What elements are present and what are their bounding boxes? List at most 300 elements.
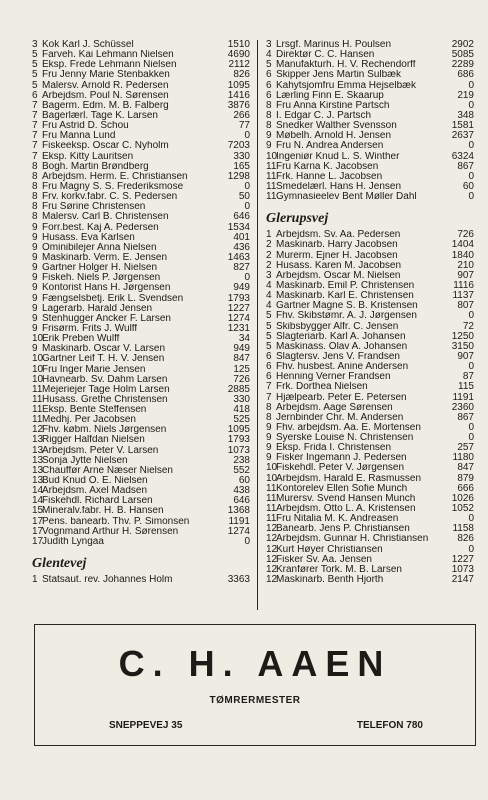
directory-entry <box>32 81 250 91</box>
entry-number: 11 <box>266 171 277 182</box>
entry-value: 165 <box>233 161 250 172</box>
entry-number: 9 <box>266 141 272 152</box>
directory-entry <box>266 131 474 141</box>
entry-name: Fru Sørine Christensen <box>42 202 146 213</box>
entry-value: 907 <box>457 351 474 362</box>
directory-entry <box>266 81 474 91</box>
directory-entry <box>266 332 474 342</box>
entry-number: 8 <box>266 100 272 111</box>
directory-entry <box>32 40 250 50</box>
directory-entry <box>266 240 474 250</box>
entry-name: Vognmand Arthur H. Sørensen <box>42 526 179 537</box>
directory-entry <box>266 121 474 131</box>
entry-value: 1581 <box>451 121 474 132</box>
directory-entry <box>32 263 250 273</box>
entry-number: 10 <box>266 463 278 474</box>
entry-value: 3363 <box>227 575 250 586</box>
directory-entry <box>32 60 250 70</box>
entry-number: 8 <box>32 202 38 213</box>
entry-name: Kontorist Hans H. Jørgensen <box>42 283 171 294</box>
entry-number: 9 <box>32 242 38 253</box>
entry-value: 1026 <box>451 493 474 504</box>
directory-entry <box>32 283 250 293</box>
directory-entry <box>32 537 250 547</box>
entry-number: 2 <box>266 260 272 271</box>
entry-name: Ingeniør Knud L. S. Winther <box>276 151 400 162</box>
entry-name: Fru Manna Lund <box>42 131 116 142</box>
entry-name: Arbejdsm. Gunnar H. Christiansen <box>276 534 429 545</box>
entry-value: 666 <box>457 483 474 494</box>
entry-number: 6 <box>266 70 272 81</box>
directory-entry <box>32 70 250 80</box>
entry-number: 5 <box>266 331 272 342</box>
directory-entry <box>266 192 474 202</box>
entry-name: Arbejdsm. Herm. E. Christiansen <box>42 171 188 182</box>
entry-number: 6 <box>266 80 272 91</box>
entry-value: 0 <box>244 536 250 547</box>
entry-name: Judith Lyngaa <box>42 536 104 547</box>
entry-value: 1191 <box>228 516 250 527</box>
entry-number: 1 <box>32 575 38 586</box>
entry-name: Bogh. Martin Brøndberg <box>42 161 149 172</box>
directory-entry <box>266 382 474 392</box>
directory-entry <box>32 446 250 456</box>
directory-entry <box>266 271 474 281</box>
directory-entry <box>32 294 250 304</box>
entry-number: 12 <box>266 575 278 586</box>
directory-entry <box>32 466 250 476</box>
entry-name: Fru Jenny Marie Stenbakken <box>42 70 170 81</box>
directory-entry <box>266 534 474 544</box>
entry-name: Gartner Leif T. H. V. Jensen <box>42 354 165 365</box>
entry-value: 7203 <box>227 141 250 152</box>
entry-value: 238 <box>233 455 250 466</box>
ad-subtitle: TØMRERMESTER <box>209 695 301 706</box>
directory-entry <box>32 121 250 131</box>
entry-name: Murerm. Ejner H. Jacobsen <box>276 250 398 261</box>
directory-entry <box>266 251 474 261</box>
entry-value: 552 <box>233 465 250 476</box>
entry-value: 2360 <box>451 402 474 413</box>
directory-entry <box>266 352 474 362</box>
entry-number: 10 <box>32 364 44 375</box>
entry-number: 11 <box>266 483 277 494</box>
entry-number: 8 <box>266 110 272 121</box>
entry-name: Bud Knud O. E. Nielsen <box>42 476 148 487</box>
directory-entry <box>32 344 250 354</box>
entry-number: 6 <box>266 362 272 373</box>
entry-number: 11 <box>266 493 277 504</box>
entry-name: Fru Nitalia M. K. Andreasen <box>276 514 399 525</box>
entry-name: Eksp. Frida I. Christensen <box>276 443 392 454</box>
entry-value: 726 <box>233 374 250 385</box>
directory-entry <box>32 496 250 506</box>
entry-name: Frisørm. Frits J. Wulff <box>42 323 138 334</box>
entry-value: 867 <box>457 161 474 172</box>
entry-value: 0 <box>468 100 474 111</box>
entry-number: 12 <box>266 524 278 535</box>
entry-number: 10 <box>32 354 44 365</box>
directory-entry <box>32 517 250 527</box>
entry-value: 2637 <box>451 131 474 142</box>
entry-value: 418 <box>233 405 250 416</box>
entry-name: Jernbinder Chr. M. Andersen <box>276 412 404 423</box>
entry-value: 34 <box>238 334 250 345</box>
directory-entry <box>266 162 474 172</box>
entry-name: Kranfører Tork. M. B. Larsen <box>276 564 402 575</box>
entry-name: Rigger Halfdan Nielsen <box>42 435 145 446</box>
entry-value: 115 <box>458 382 474 393</box>
entry-name: Maskinarb. Verm. E. Jensen <box>42 252 168 263</box>
entry-name: Maskinarb. Emil P. Christensen <box>276 280 415 291</box>
entry-name: Stenhugger Ancker F. Larsen <box>42 313 171 324</box>
directory-entry <box>32 486 250 496</box>
directory-entry <box>32 575 250 585</box>
entry-name: Farveh. Kai Lehmann Nielsen <box>42 50 174 61</box>
entry-name: Arbejdsm. Poul N. Sørensen <box>42 90 169 101</box>
directory-entry <box>266 50 474 60</box>
directory-entry <box>266 70 474 80</box>
entry-name: Malersv. Arnold R. Pedersen <box>42 80 169 91</box>
entry-name: Gymnasieelev Bent Møller Dahl <box>276 192 417 203</box>
entry-number: 13 <box>32 435 44 446</box>
directory-entry <box>32 50 250 60</box>
entry-value: 0 <box>468 171 474 182</box>
entry-number: 9 <box>32 232 38 243</box>
entry-name: Møbelh. Arnold H. Jensen <box>276 131 392 142</box>
entry-number: 9 <box>32 222 38 233</box>
directory-entry <box>32 91 250 101</box>
entry-value: 60 <box>462 181 474 192</box>
entry-name: Arbejdsm. Harald E. Rasmussen <box>276 473 422 484</box>
entry-name: Arbejdsm. Otto L. A. Kristensen <box>276 504 416 515</box>
entry-number: 9 <box>32 252 38 263</box>
entry-name: Smedelærl. Hans H. Jensen <box>276 181 402 192</box>
entry-value: 1368 <box>227 506 250 517</box>
entry-value: 50 <box>238 192 250 203</box>
directory-entry <box>266 433 474 443</box>
entry-number: 7 <box>266 382 272 393</box>
entry-number: 12 <box>266 544 278 555</box>
left-column <box>32 40 250 585</box>
directory-entry <box>266 393 474 403</box>
entry-name: Arbejdsm. Peter V. Larsen <box>42 445 159 456</box>
entry-number: 3 <box>32 40 38 50</box>
entry-value: 0 <box>468 362 474 373</box>
entry-number: 8 <box>32 192 38 203</box>
entry-name: Statsaut. rev. Johannes Holm <box>42 575 173 586</box>
directory-entry <box>266 565 474 575</box>
directory-entry <box>32 314 250 324</box>
entry-value: 847 <box>457 463 474 474</box>
entry-name: Fru Inger Marie Jensen <box>42 364 146 375</box>
entry-number: 17 <box>32 536 44 547</box>
entry-value: 4690 <box>227 50 250 61</box>
entry-value: 1534 <box>227 222 250 233</box>
directory-entry <box>266 443 474 453</box>
entry-value: 826 <box>457 534 474 545</box>
entry-number: 10 <box>266 473 278 484</box>
entry-number: 11 <box>266 504 277 515</box>
entry-number: 3 <box>266 40 272 50</box>
entry-value: 0 <box>468 141 474 152</box>
directory-entry <box>266 494 474 504</box>
entry-value: 2902 <box>451 40 474 50</box>
entry-value: 525 <box>233 415 250 426</box>
entry-value: 0 <box>244 273 250 284</box>
entry-number: 8 <box>266 402 272 413</box>
directory-entry <box>32 415 250 425</box>
directory-entry <box>32 405 250 415</box>
entry-number: 7 <box>32 121 38 132</box>
entry-value: 2885 <box>227 384 250 395</box>
entry-number: 8 <box>266 412 272 423</box>
entry-number: 11 <box>32 405 43 416</box>
entry-number: 8 <box>32 171 38 182</box>
entry-name: Lrsgf. Marinus H. Poulsen <box>276 40 392 50</box>
entry-value: 3876 <box>227 100 250 111</box>
entry-name: Hjælpearb. Peter E. Petersen <box>276 392 407 403</box>
entry-value: 0 <box>468 514 474 525</box>
entry-name: I. Edgar C. J. Partsch <box>276 110 372 121</box>
entry-number: 5 <box>266 311 272 322</box>
entry-value: 726 <box>457 230 474 241</box>
entry-number: 4 <box>266 291 272 302</box>
entry-value: 266 <box>233 110 250 121</box>
entry-name: Fisker Sv. Aa. Jensen <box>276 554 372 565</box>
entry-name: Fru Magny S. S. Frederiksmose <box>42 181 184 192</box>
directory-entry <box>32 172 250 182</box>
entry-value: 401 <box>233 232 250 243</box>
entry-value: 1510 <box>227 40 250 50</box>
entry-number: 2 <box>266 240 272 251</box>
ad-address: SNEPPEVEJ 35 <box>109 720 183 731</box>
entry-value: 2147 <box>451 575 474 586</box>
entry-name: Husass. Eva Karlsen <box>42 232 135 243</box>
entry-name: Pens. banearb. Thv. P. Simonsen <box>42 516 190 527</box>
entry-name: Havnearb. Sv. Dahm Larsen <box>42 374 168 385</box>
ad-title: C. H. AAEN <box>118 643 392 684</box>
entry-number: 11 <box>32 415 43 426</box>
entry-number: 11 <box>266 514 277 525</box>
entry-number: 11 <box>32 394 43 405</box>
entry-value: 1116 <box>453 280 474 291</box>
directory-entry <box>32 365 250 375</box>
entry-value: 0 <box>244 131 250 142</box>
entry-value: 0 <box>468 311 474 322</box>
ad-phone: TELEFON 780 <box>356 720 423 731</box>
entry-number: 9 <box>32 323 38 334</box>
entry-value: 949 <box>233 283 250 294</box>
entry-number: 12 <box>32 425 44 436</box>
directory-entry <box>266 301 474 311</box>
entry-number: 13 <box>32 465 44 476</box>
entry-number: 7 <box>32 100 38 111</box>
entry-name: Fisker Ingemann J. Pedersen <box>276 453 407 464</box>
entry-number: 9 <box>32 313 38 324</box>
directory-entry <box>266 230 474 240</box>
entry-number: 7 <box>266 392 272 403</box>
directory-entry <box>32 527 250 537</box>
directory-entry <box>266 291 474 301</box>
directory-entry <box>266 60 474 70</box>
entry-number: 11 <box>266 192 277 203</box>
entry-number: 13 <box>32 445 44 456</box>
directory-entry <box>266 101 474 111</box>
entry-number: 9 <box>266 131 272 142</box>
entry-name: Arbejdsm. Oscar M. Nielsen <box>276 270 401 281</box>
entry-number: 8 <box>32 161 38 172</box>
entry-value: 436 <box>233 242 250 253</box>
entry-name: Fru Anna Kirstine Partsch <box>276 100 390 111</box>
entry-value: 1180 <box>452 453 474 464</box>
entry-name: Syerske Louise N. Christensen <box>276 433 414 444</box>
entry-name: Eksp. Frede Lehmann Nielsen <box>42 60 177 71</box>
directory-entry <box>266 545 474 555</box>
entry-number: 13 <box>32 455 44 466</box>
entry-number: 11 <box>266 161 277 172</box>
directory-entry <box>32 385 250 395</box>
entry-value: 60 <box>238 476 250 487</box>
entry-value: 1404 <box>451 240 474 251</box>
entry-number: 10 <box>266 151 278 162</box>
directory-entry <box>32 395 250 405</box>
entry-name: Medhj. Per Jacobsen <box>42 415 136 426</box>
entry-name: Henning Verner Frandsen <box>276 372 391 383</box>
entry-value: 0 <box>244 202 250 213</box>
directory-entry <box>266 261 474 271</box>
entry-number: 5 <box>266 341 272 352</box>
entry-value: 257 <box>457 443 474 454</box>
entry-value: 949 <box>233 344 250 355</box>
entry-number: 2 <box>266 250 272 261</box>
directory-entry <box>266 182 474 192</box>
entry-name: Fiskehdl. Peter V. Jørgensen <box>276 463 405 474</box>
entry-number: 9 <box>266 422 272 433</box>
entry-number: 14 <box>32 496 44 507</box>
directory-entry <box>266 40 474 50</box>
directory-entry <box>266 413 474 423</box>
entry-number: 13 <box>32 476 44 487</box>
glentevej-entry-list <box>32 575 250 585</box>
entry-name: Snedker Walther Svensson <box>276 121 397 132</box>
entry-name: Direktør C. C. Hansen <box>276 50 375 61</box>
entry-value: 867 <box>457 412 474 423</box>
directory-entry <box>32 476 250 486</box>
entry-number: 9 <box>266 453 272 464</box>
entry-value: 0 <box>468 422 474 433</box>
entry-name: Fængselsbetj. Erik L. Svendsen <box>42 293 184 304</box>
entry-name: Mineralv.fabr. H. B. Hansen <box>42 506 164 517</box>
entry-number: 9 <box>32 263 38 274</box>
entry-number: 8 <box>32 181 38 192</box>
directory-entry <box>32 111 250 121</box>
entry-value: 1073 <box>451 564 474 575</box>
entry-name: Malersv. Carl B. Christensen <box>42 212 169 223</box>
entry-number: 5 <box>266 321 272 332</box>
entry-number: 5 <box>32 50 38 61</box>
directory-entry <box>32 192 250 202</box>
directory-entry <box>266 322 474 332</box>
directory-entry <box>32 375 250 385</box>
directory-entry <box>266 524 474 534</box>
entry-value: 72 <box>462 321 474 332</box>
entry-name: Arbejdsm. Sv. Aa. Pedersen <box>276 230 401 241</box>
entry-number: 11 <box>32 384 43 395</box>
directory-entry <box>32 212 250 222</box>
entry-value: 907 <box>457 270 474 281</box>
entry-name: Maskinass. Olav A. Johansen <box>276 341 408 352</box>
entry-name: Fhv. købm. Niels Jørgensen <box>42 425 167 436</box>
entry-name: Bagerlærl. Tage K. Larsen <box>42 110 158 121</box>
entry-value: 826 <box>233 70 250 81</box>
directory-entry <box>32 101 250 111</box>
directory-entry <box>32 425 250 435</box>
entry-name: Fhv. Skibstømr. A. J. Jørgensen <box>276 311 417 322</box>
directory-entry <box>32 506 250 516</box>
entry-number: 4 <box>266 301 272 312</box>
entry-value: 0 <box>468 192 474 203</box>
right-column <box>266 40 474 585</box>
entry-name: Eksp. Bente Steffensen <box>42 405 147 416</box>
left-entry-list <box>32 40 250 547</box>
entry-value: 5085 <box>451 50 474 61</box>
entry-number: 4 <box>266 280 272 291</box>
directory-entry <box>32 273 250 283</box>
entry-value: 1073 <box>227 445 250 456</box>
entry-name: Sonja Jytte Nielsen <box>42 455 128 466</box>
entry-value: 0 <box>244 181 250 192</box>
entry-value: 807 <box>457 301 474 312</box>
entry-name: Fhv. arbejdsm. Aa. E. Mortensen <box>276 422 421 433</box>
entry-name: Fru N. Andrea Andersen <box>276 141 384 152</box>
entry-name: Fiskehdl. Richard Larsen <box>42 496 153 507</box>
entry-number: 5 <box>32 60 38 71</box>
entry-value: 1793 <box>227 435 250 446</box>
entry-name: Fru Karna K. Jacobsen <box>276 161 379 172</box>
entry-number: 6 <box>266 90 272 101</box>
directory-entry <box>32 456 250 466</box>
entry-value: 1191 <box>452 392 474 403</box>
entry-number: 9 <box>32 303 38 314</box>
entry-number: 6 <box>32 90 38 101</box>
entry-name: Maskinarb. Karl E. Christensen <box>276 291 414 302</box>
directory-entry <box>266 172 474 182</box>
entry-value: 1231 <box>227 323 250 334</box>
directory-entry <box>32 182 250 192</box>
directory-entry <box>32 162 250 172</box>
entry-number: 9 <box>266 443 272 454</box>
directory-entry <box>266 575 474 585</box>
directory-entry <box>266 362 474 372</box>
column-divider <box>257 40 258 610</box>
entry-name: Kahytsjomfru Emma Hejselbæk <box>276 80 417 91</box>
entry-value: 1840 <box>451 250 474 261</box>
entry-number: 9 <box>266 433 272 444</box>
entry-value: 1463 <box>227 252 250 263</box>
directory-entry <box>32 233 250 243</box>
entry-name: Forr.best. Kaj A. Pedersen <box>42 222 159 233</box>
entry-name: Fru Astrid D. Schou <box>42 121 129 132</box>
entry-value: 1158 <box>452 524 474 535</box>
entry-value: 1793 <box>227 293 250 304</box>
entry-value: 879 <box>457 473 474 484</box>
entry-number: 7 <box>32 151 38 162</box>
entry-number: 3 <box>266 270 272 281</box>
directory-entry <box>266 152 474 162</box>
entry-value: 210 <box>457 260 474 271</box>
directory-entry <box>32 202 250 212</box>
